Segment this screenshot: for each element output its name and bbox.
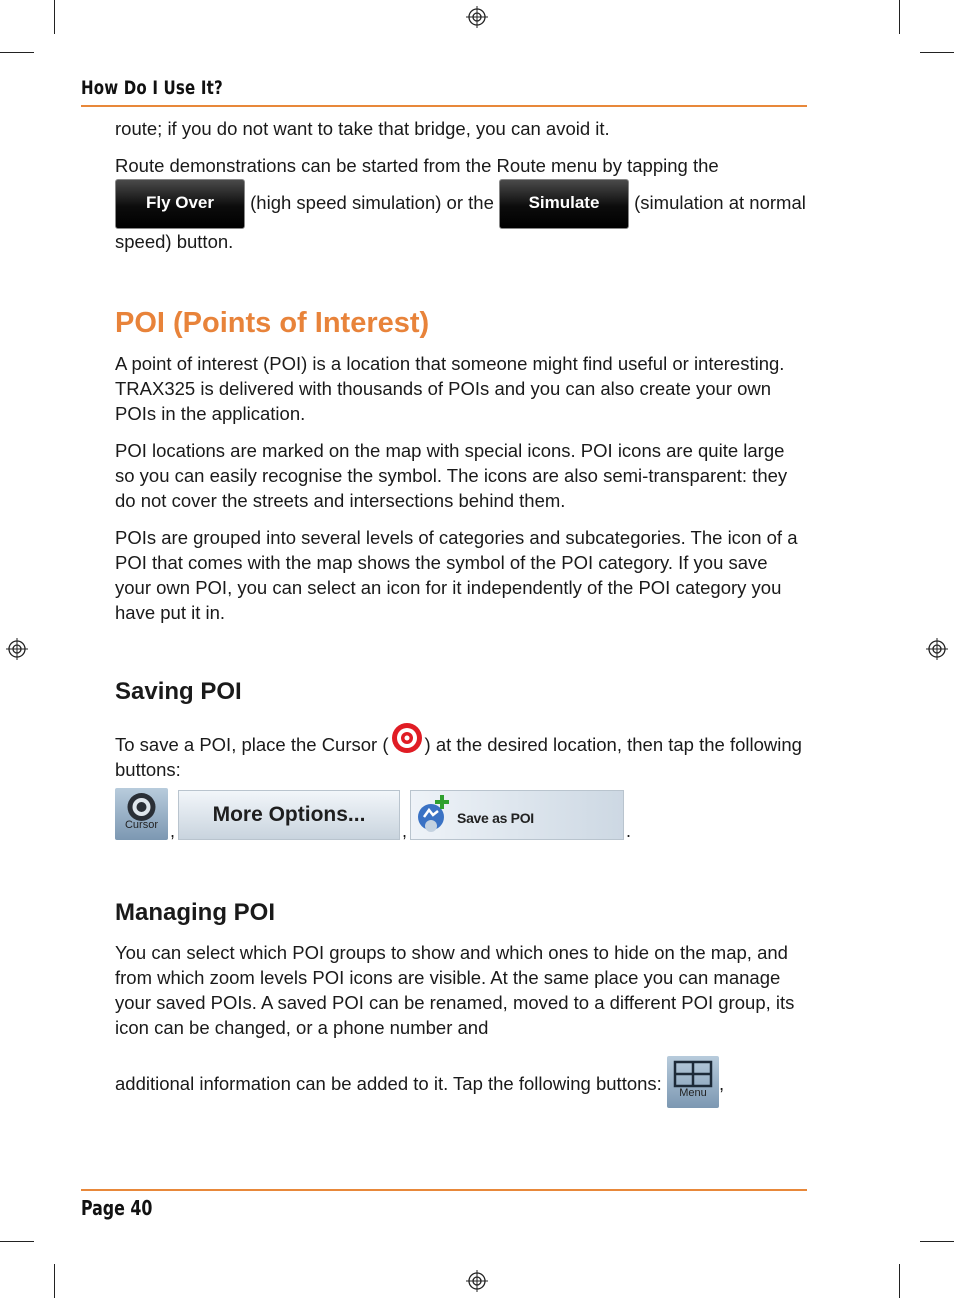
- crop-mark: [920, 1241, 954, 1242]
- menu-button[interactable]: Menu: [667, 1056, 719, 1108]
- cursor-button[interactable]: Cursor: [115, 788, 168, 840]
- poi-paragraph-1: A point of interest (POI) is a location that someone might find useful or interesting. TRAX325 is delivered with thousands of POIs and you can also create your own POIs in the application.: [115, 353, 785, 424]
- crop-mark: [0, 1241, 34, 1242]
- running-header: How Do I Use It?: [81, 77, 223, 99]
- cursor-target-icon: [390, 721, 424, 755]
- crop-mark: [920, 52, 954, 53]
- crop-mark: [899, 0, 900, 34]
- poi-add-icon: [415, 793, 455, 837]
- poi-paragraph-2: POI locations are marked on the map with special icons. POI icons are quite large so you can easily recognise the symbol. The icons are also semi-transparent: they do not cover the streets and intersections behind them.: [115, 440, 788, 511]
- crop-mark: [54, 1264, 55, 1298]
- section-heading-saving-poi: Saving POI: [115, 678, 242, 705]
- intro-paragraph-2: Route demonstrations can be started from the Route menu by tapping the Fly Over (high speed simulation) or the Simulate (simulation at normal speed) button.: [115, 155, 806, 252]
- registration-mark-icon: [6, 638, 28, 660]
- button-sequence: Cursor , More Options... , Save as POI .: [115, 786, 807, 840]
- intro-paragraph-1: route; if you do not want to take that bridge, you can avoid it.: [115, 118, 610, 139]
- poi-paragraph-3: POIs are grouped into several levels of categories and subcategories. The icon of a POI that comes with the map shows the symbol of the POI category. If you save your own POI, you can select an icon for it independently of the POI category you have put it in.: [115, 527, 798, 623]
- section-heading-poi: POI (Points of Interest): [115, 307, 430, 339]
- registration-mark-icon: [466, 6, 488, 28]
- more-options-button[interactable]: More Options...: [178, 790, 400, 840]
- crop-mark: [0, 52, 34, 53]
- section-heading-managing-poi: Managing POI: [115, 899, 276, 926]
- saving-paragraph: To save a POI, place the Cursor ( ) at the desired location, then tap the following buttons:: [115, 721, 807, 782]
- page-number: Page 40: [81, 1196, 153, 1220]
- save-as-poi-button[interactable]: Save as POI: [410, 790, 624, 840]
- crop-mark: [54, 0, 55, 34]
- footer-rule: [81, 1189, 807, 1191]
- fly-over-button[interactable]: Fly Over: [115, 179, 245, 229]
- page-content: [115, 116, 807, 1108]
- registration-mark-icon: [466, 1270, 488, 1292]
- managing-paragraph-2: additional information can be added to it. Tap the following buttons: Menu ,: [115, 1056, 807, 1108]
- simulate-button[interactable]: Simulate: [499, 179, 629, 229]
- registration-mark-icon: [926, 638, 948, 660]
- managing-paragraph-1: You can select which POI groups to show and which ones to hide on the map, and from which zoom levels POI icons are visible. At the same place you can manage your saved POIs. A saved POI can be renamed, moved to a different POI group, its icon can be changed, or a phone number and: [115, 942, 795, 1038]
- header-rule: [81, 105, 807, 107]
- crop-mark: [899, 1264, 900, 1298]
